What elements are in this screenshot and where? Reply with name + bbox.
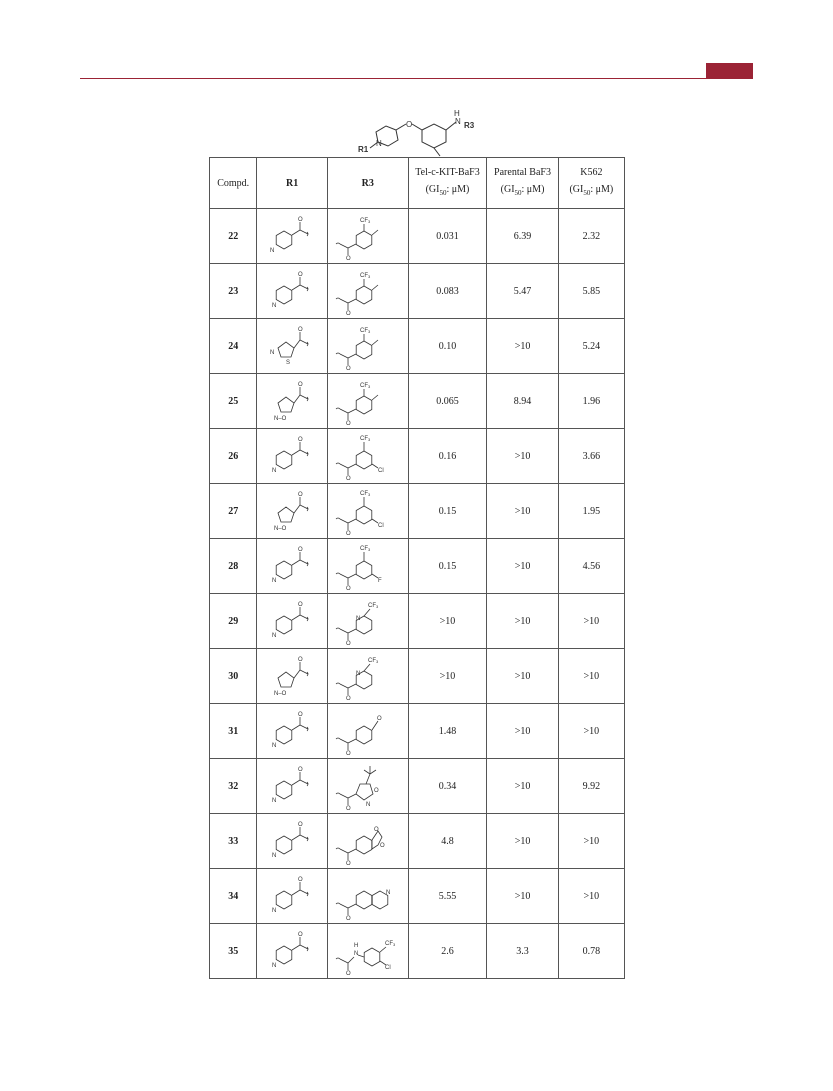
parental-gi50: 3.3	[487, 924, 558, 979]
cf3-label: CF3	[359, 436, 370, 442]
cf3-label: CF3	[359, 273, 370, 279]
k562-gi50: >10	[558, 649, 624, 704]
scaffold-r3: R3	[464, 121, 475, 130]
r3-structure	[330, 487, 406, 535]
r3-cell	[327, 484, 408, 539]
isoxazole-ring	[356, 784, 373, 800]
carbonyl-o-label: O	[298, 547, 303, 553]
r1-cell	[257, 429, 327, 484]
r3-cell	[327, 869, 408, 924]
kit-gi50: 0.065	[408, 374, 487, 429]
k562-gi50: 5.24	[558, 319, 624, 374]
ring-n-label: N	[272, 853, 277, 859]
pyridine-ring	[276, 891, 292, 909]
r1-structure	[264, 489, 320, 533]
table-header-row	[210, 158, 625, 209]
cf3-sub: 3	[367, 274, 370, 279]
k562-gi50: 1.95	[558, 484, 624, 539]
parental-gi50: >10	[487, 429, 558, 484]
table-row	[210, 264, 625, 319]
r3-structure	[330, 267, 406, 315]
methoxy-o-label: O	[376, 716, 382, 722]
table-row	[210, 374, 625, 429]
table-row	[210, 594, 625, 649]
aryl-ring	[364, 948, 380, 966]
header-compd: Compd.	[210, 158, 257, 209]
cf3-label: CF3	[367, 658, 378, 664]
aryl-ring	[356, 836, 372, 854]
r3-structure	[330, 212, 406, 260]
scaffold-ring-n: N	[376, 139, 382, 148]
parental-gi50: 5.47	[487, 264, 558, 319]
header-r1: R1	[257, 158, 327, 209]
pyridine-ring	[276, 451, 292, 469]
carbonyl-o-label: O	[298, 437, 303, 443]
ring-n-label: N	[272, 743, 277, 749]
acyl-o-label: O	[345, 696, 351, 700]
ring-no-label: N–O	[274, 526, 287, 532]
r1-structure	[264, 819, 320, 863]
header-k562-title: K562	[580, 167, 603, 178]
r3-cell	[327, 319, 408, 374]
ring-n-label: N	[272, 303, 277, 309]
wavy-bond	[336, 518, 340, 519]
ring-no-label: N–O	[274, 416, 287, 422]
kit-gi50: >10	[408, 594, 487, 649]
k562-gi50: 0.78	[558, 924, 624, 979]
r1-structure	[264, 379, 320, 423]
parental-gi50: >10	[487, 649, 558, 704]
r1-cell	[257, 704, 327, 759]
kit-gi50: 4.8	[408, 814, 487, 869]
r3-structure	[330, 927, 406, 975]
r3-cell	[327, 539, 408, 594]
pyridine-ring	[276, 781, 292, 799]
r3-cell	[327, 374, 408, 429]
r1-cell	[257, 814, 327, 869]
scaffold-n: N	[455, 117, 461, 126]
table-row	[210, 539, 625, 594]
r1-structure	[264, 544, 320, 588]
kit-gi50: 0.15	[408, 484, 487, 539]
r3-structure	[330, 597, 406, 645]
header-kit-title: Tel-c-KIT-BaF3	[415, 167, 480, 178]
r1-cell	[257, 869, 327, 924]
wavy-bond	[336, 848, 340, 849]
r3-cell	[327, 814, 408, 869]
aryl-ring	[356, 561, 372, 579]
pyridine-ring	[276, 836, 292, 854]
pyridine-ring	[276, 616, 292, 634]
compound-id: 31	[210, 704, 257, 759]
wavy-bond	[336, 738, 340, 739]
r3-cell	[327, 209, 408, 264]
r3-structure	[330, 432, 406, 480]
ring-n-label: N	[272, 798, 277, 804]
ring-o-label: O	[373, 788, 379, 794]
table-row	[210, 759, 625, 814]
ring-n-label: N	[272, 908, 277, 914]
carbonyl-o-label: O	[298, 217, 303, 223]
carbonyl-o-label: O	[298, 327, 303, 333]
r1-structure	[264, 929, 320, 973]
carbonyl-o-label: O	[298, 932, 303, 938]
r3-cell	[327, 594, 408, 649]
parental-gi50: >10	[487, 704, 558, 759]
acyl-o-label: O	[345, 366, 351, 370]
compound-id: 29	[210, 594, 257, 649]
kit-gi50: 0.10	[408, 319, 487, 374]
kit-gi50: 0.083	[408, 264, 487, 319]
activity-table	[209, 157, 625, 979]
r3-cell	[327, 704, 408, 759]
k562-gi50: 2.32	[558, 209, 624, 264]
parental-gi50: >10	[487, 484, 558, 539]
r1-cell	[257, 209, 327, 264]
kit-gi50: >10	[408, 649, 487, 704]
r1-structure	[264, 434, 320, 478]
compound-id: 22	[210, 209, 257, 264]
kit-gi50: 5.55	[408, 869, 487, 924]
k562-gi50: >10	[558, 704, 624, 759]
carbonyl-o-label: O	[298, 382, 303, 388]
k562-gi50: 9.92	[558, 759, 624, 814]
compound-id: 30	[210, 649, 257, 704]
aryl-ring	[356, 286, 372, 304]
cf3-sub: 3	[367, 219, 370, 224]
ring-n-label: N	[365, 802, 371, 808]
compound-id: 24	[210, 319, 257, 374]
r1-cell	[257, 374, 327, 429]
pyridine-ring	[276, 231, 292, 249]
header-parental-units: ($GI_{50}$: μM)	[500, 184, 545, 197]
header-accent-tab	[706, 63, 753, 79]
table-row	[210, 814, 625, 869]
aryl-ring	[356, 451, 372, 469]
r1-cell	[257, 594, 327, 649]
scaffold-h: H	[454, 109, 460, 118]
parental-gi50: >10	[487, 814, 558, 869]
parental-gi50: >10	[487, 869, 558, 924]
carbonyl-o-label: O	[298, 272, 303, 278]
parental-gi50: 6.39	[487, 209, 558, 264]
k562-gi50: 5.85	[558, 264, 624, 319]
kit-gi50: 0.16	[408, 429, 487, 484]
acyl-o-label: O	[345, 421, 351, 425]
carbonyl-o-label: O	[298, 712, 303, 718]
ring-no-label: N–O	[274, 691, 287, 697]
r1-cell	[257, 539, 327, 594]
r1-structure	[264, 764, 320, 808]
r3-cell	[327, 649, 408, 704]
ring-n-label: N	[272, 963, 277, 969]
aryl-ring	[356, 891, 372, 909]
r1-structure	[264, 599, 320, 643]
ring-n-label: N	[272, 578, 277, 584]
scaffold-r1: R1	[358, 145, 369, 154]
r1-cell	[257, 649, 327, 704]
r3-structure	[330, 707, 406, 755]
r3-structure	[330, 652, 406, 700]
k562-gi50: >10	[558, 869, 624, 924]
table-row	[210, 429, 625, 484]
r1-structure	[264, 709, 320, 753]
cf3-sub: 3	[367, 437, 370, 442]
k562-gi50: 3.66	[558, 429, 624, 484]
cf3-label: CF3	[359, 218, 370, 224]
r3-structure	[330, 817, 406, 865]
cf3-sub: 3	[375, 659, 378, 664]
ring-n-label: N	[272, 468, 277, 474]
k562-gi50: 4.56	[558, 539, 624, 594]
halogen-label: Cl	[377, 523, 384, 529]
compound-id: 33	[210, 814, 257, 869]
wavy-bond	[336, 573, 340, 574]
acyl-o-label: O	[345, 641, 351, 645]
carbonyl-o-label: O	[298, 767, 303, 773]
r1-structure	[264, 269, 320, 313]
cf3-sub: 3	[392, 942, 395, 947]
carbonyl-o-label: O	[298, 822, 303, 828]
r1-cell	[257, 484, 327, 539]
kit-gi50: 2.6	[408, 924, 487, 979]
cf3-sub: 3	[367, 547, 370, 552]
parental-gi50: >10	[487, 319, 558, 374]
isoxazole-ring	[278, 507, 294, 522]
acyl-o-label: O	[345, 971, 351, 975]
parental-gi50: >10	[487, 539, 558, 594]
halogen-label: Cl	[377, 468, 384, 474]
aryl-ring	[356, 341, 372, 359]
cf3-sub: 3	[367, 384, 370, 389]
wavy-bond	[336, 298, 340, 299]
header-kit	[408, 158, 487, 209]
pyridine-ring	[276, 726, 292, 744]
compound-id: 35	[210, 924, 257, 979]
r1-cell	[257, 924, 327, 979]
k562-gi50: >10	[558, 594, 624, 649]
header-parental-title: Parental BaF3	[494, 167, 551, 178]
ring-n-label: N	[272, 633, 277, 639]
aryl-ring	[356, 506, 372, 524]
ring-n-label: N	[385, 890, 391, 896]
carbonyl-o-label: O	[298, 602, 303, 608]
cf3-sub: 3	[367, 492, 370, 497]
r3-cell	[327, 924, 408, 979]
acyl-o-label: O	[345, 531, 351, 535]
table-row	[210, 319, 625, 374]
header-k562	[558, 158, 624, 209]
k562-gi50: >10	[558, 814, 624, 869]
table-row	[210, 869, 625, 924]
r3-structure	[330, 762, 406, 810]
r3-cell	[327, 429, 408, 484]
pyridine-ring	[276, 286, 292, 304]
table-row	[210, 484, 625, 539]
parental-gi50: >10	[487, 759, 558, 814]
ring-n-label: N	[270, 248, 275, 254]
cf3-label: CF3	[359, 328, 370, 334]
wavy-bond	[336, 353, 340, 354]
r1-cell	[257, 319, 327, 374]
acyl-o-label: O	[345, 806, 351, 810]
table-row	[210, 209, 625, 264]
ring-s-label: S	[286, 360, 291, 366]
wavy-bond	[336, 793, 340, 794]
k562-gi50: 1.96	[558, 374, 624, 429]
urea-n-label: N	[353, 951, 359, 957]
cf3-label: CF3	[359, 383, 370, 389]
r1-cell	[257, 264, 327, 319]
wavy-bond	[336, 463, 340, 464]
halogen-label: F	[377, 578, 382, 584]
ring-n-label: N	[270, 350, 275, 356]
r3-structure	[330, 872, 406, 920]
isoxazole-ring	[278, 397, 294, 412]
wavy-bond	[336, 408, 340, 409]
compound-id: 23	[210, 264, 257, 319]
table-row	[210, 924, 625, 979]
dioxole-o1-label: O	[373, 827, 379, 833]
table-row	[210, 649, 625, 704]
dioxole-o2-label: O	[379, 843, 385, 849]
header-r3: R3	[327, 158, 408, 209]
header-parental	[487, 158, 558, 209]
table-body	[210, 209, 625, 979]
r3-structure	[330, 322, 406, 370]
cf3-label: CF3	[359, 546, 370, 552]
carbonyl-o-label: O	[298, 492, 303, 498]
carbonyl-o-label: O	[298, 877, 303, 883]
wavy-bond	[336, 683, 340, 684]
acyl-o-label: O	[345, 751, 351, 755]
carbonyl-o-label: O	[298, 657, 303, 663]
compound-id: 28	[210, 539, 257, 594]
r1-cell	[257, 759, 327, 814]
wavy-bond	[336, 628, 340, 629]
halogen-label: Cl	[384, 965, 391, 971]
r1-structure	[264, 214, 320, 258]
r3-cell	[327, 759, 408, 814]
header-rule	[80, 78, 753, 79]
cf3-sub: 3	[367, 329, 370, 334]
r1-structure	[264, 874, 320, 918]
scaffold-o: O	[406, 120, 413, 129]
header-k562-units: ($GI_{50}$: μM)	[569, 184, 614, 197]
r3-structure	[330, 377, 406, 425]
compound-id: 26	[210, 429, 257, 484]
acyl-o-label: O	[345, 586, 351, 590]
aryl-ring	[356, 396, 372, 414]
acyl-o-label: O	[345, 256, 351, 260]
r3-structure	[330, 542, 406, 590]
cf3-label: CF3	[359, 491, 370, 497]
pyridine-ring	[276, 946, 292, 964]
acyl-o-label: O	[345, 476, 351, 480]
kit-gi50: 0.34	[408, 759, 487, 814]
urea-h-label: H	[353, 943, 359, 949]
wavy-bond	[336, 903, 340, 904]
acyl-o-label: O	[345, 861, 351, 865]
parental-gi50: 8.94	[487, 374, 558, 429]
compound-id: 34	[210, 869, 257, 924]
acyl-o-label: O	[345, 311, 351, 315]
compound-id: 27	[210, 484, 257, 539]
header-kit-units: ($GI_{50}$: μM)	[425, 184, 470, 197]
cf3-label: CF3	[367, 603, 378, 609]
wavy-bond	[336, 243, 340, 244]
ring-n-label: N	[355, 671, 361, 677]
ring-n-label: N	[355, 616, 361, 622]
table-row	[210, 704, 625, 759]
r1-structure	[264, 654, 320, 698]
kit-gi50: 0.15	[408, 539, 487, 594]
pyridine-ring	[276, 561, 292, 579]
r3-cell	[327, 264, 408, 319]
wavy-bond	[336, 958, 340, 959]
kit-gi50: 1.48	[408, 704, 487, 759]
cf3-label: CF3	[384, 941, 395, 947]
isoxazole-ring	[278, 672, 294, 687]
cf3-sub: 3	[375, 604, 378, 609]
aryl-ring	[356, 231, 372, 249]
kit-gi50: 0.031	[408, 209, 487, 264]
compound-id: 25	[210, 374, 257, 429]
r1-structure	[264, 324, 320, 368]
parental-gi50: >10	[487, 594, 558, 649]
acyl-o-label: O	[345, 916, 351, 920]
scaffold-structure	[350, 106, 510, 162]
compound-id: 32	[210, 759, 257, 814]
aryl-ring	[356, 726, 372, 744]
thiazole-ring	[278, 342, 294, 357]
